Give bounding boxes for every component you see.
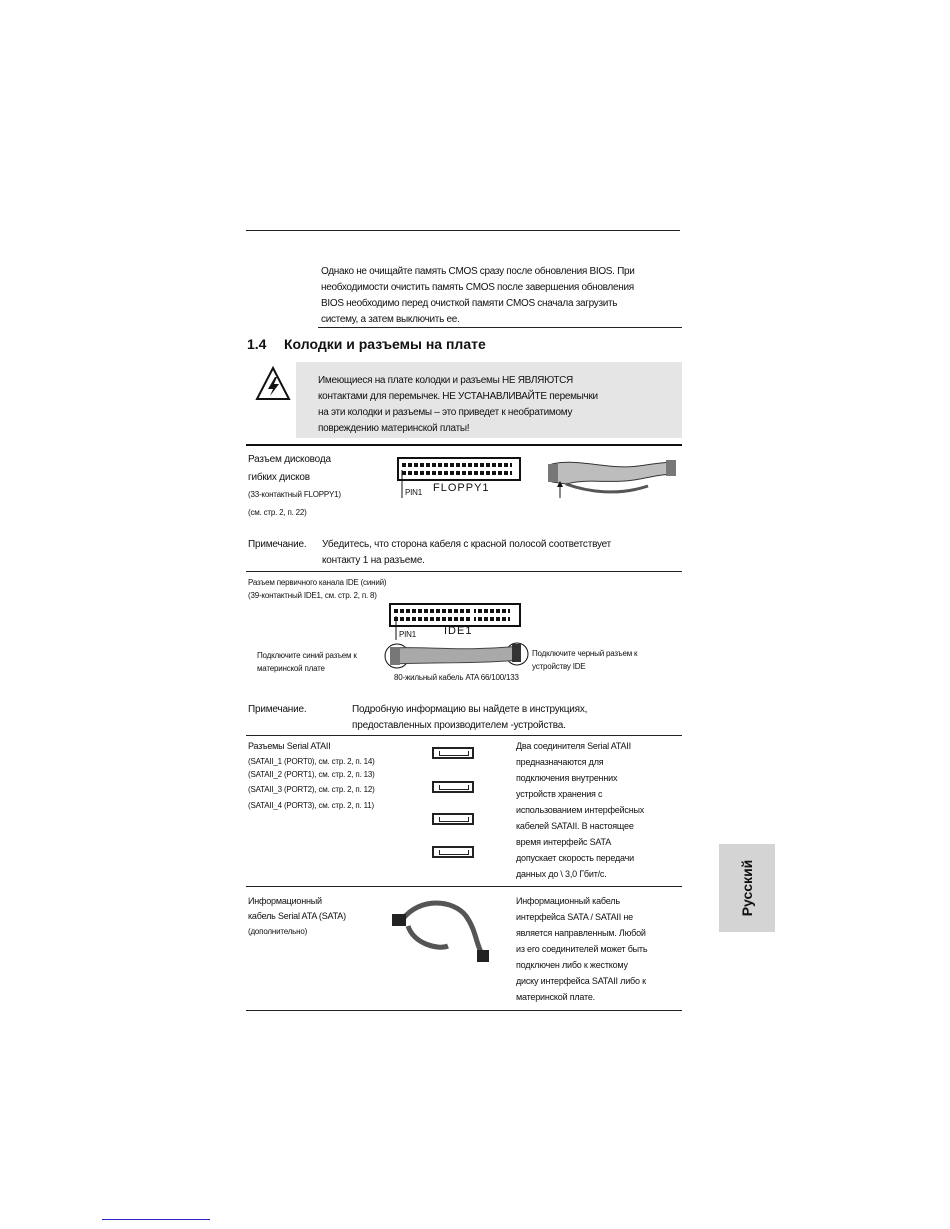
ide-title: Разъем первичного канала IDE (синий) <box>248 578 387 587</box>
sata-desc-line: время интерфейс SATA <box>516 837 611 847</box>
divider <box>318 327 682 328</box>
ide-note-label: Примечание. <box>248 704 307 715</box>
ide-note-line: Подробную информацию вы найдете в инструкциях, <box>352 704 588 715</box>
sata-cable-desc-line: подключен либо к жесткому <box>516 960 628 970</box>
sata-desc-line: использованием интерфейсных <box>516 805 645 815</box>
sata-port-ref: (SATAII_1 (PORT0), см. стр. 2, п. 14) <box>248 757 375 766</box>
warning-line: на эти колодки и разъемы – это приведет к необратимому <box>318 407 573 418</box>
floppy-note-label: Примечание. <box>248 539 307 550</box>
sata-cable-title: кабель Serial ATA (SATA) <box>248 911 346 921</box>
sata-port-ref: (SATAII_4 (PORT3), см. стр. 2, п. 11) <box>248 801 374 810</box>
divider <box>246 571 682 572</box>
bottom-rule <box>246 1010 682 1011</box>
intro-line: BIOS необходимо перед очисткой памяти CMOS сначала загрузить <box>321 298 618 309</box>
sata-cable-desc-line: интерфейса SATA / SATAII не <box>516 912 633 922</box>
divider <box>246 886 682 887</box>
sata-desc-line: подключения внутренних <box>516 773 618 783</box>
ide-pin-label: PIN1 <box>399 630 416 639</box>
language-side-tab <box>719 844 775 932</box>
sata-cable-detail: (дополнительно) <box>248 927 308 936</box>
floppy-connector-label: FLOPPY1 <box>433 482 490 494</box>
intro-line: систему, а затем выключить ее. <box>321 314 460 325</box>
sata-port-ref: (SATAII_3 (PORT2), см. стр. 2, п. 12) <box>248 785 375 794</box>
floppy-detail: (33-контактный FLOPPY1) <box>248 490 341 499</box>
divider <box>246 735 682 736</box>
sata-port-icon <box>432 781 474 793</box>
sata-desc-line: кабелей SATAII. В настоящее <box>516 821 634 831</box>
sata-desc-line: предназначаются для <box>516 757 604 767</box>
section-number: 1.4 <box>247 336 267 352</box>
sata-cable-desc-line: является направленным. Любой <box>516 928 646 938</box>
ide-left-callout: Подключите синий разъем к <box>257 651 357 660</box>
ide-right-callout: Подключите черный разъем к <box>532 649 638 658</box>
top-rule <box>246 230 680 231</box>
floppy-detail: (см. стр. 2, п. 22) <box>248 508 307 517</box>
floppy-note-line: Убедитесь, что сторона кабеля с красной полосой соответствует <box>322 539 612 550</box>
ide-left-callout: материнской плате <box>257 664 325 673</box>
floppy-title: гибких дисков <box>248 472 310 483</box>
sata-port-icon <box>432 747 474 759</box>
sata-cable-desc-line: диску интерфейса SATAII либо к <box>516 976 646 986</box>
sata-cable-title: Информационный <box>248 896 322 906</box>
ide-connector-label: IDE1 <box>444 625 473 637</box>
ide-right-callout: устройству IDE <box>532 662 586 671</box>
warning-line: Имеющиеся на плате колодки и разъемы НЕ ЯВЛЯЮТСЯ <box>318 375 573 386</box>
high-voltage-warning-icon <box>255 366 291 402</box>
intro-line: Однако не очищайте память CMOS сразу после обновления BIOS. При <box>321 266 635 277</box>
sata-desc-line: допускает скорость передачи <box>516 853 634 863</box>
ide-cable-image <box>384 640 530 674</box>
sata-port-ref: (SATAII_2 (PORT1), см. стр. 2, п. 13) <box>248 770 375 779</box>
floppy-cable-image <box>548 456 678 500</box>
sata-cable-desc-line: из его соединителей может быть <box>516 944 648 954</box>
sata-cable-desc-line: материнской плате. <box>516 992 595 1002</box>
sata-port-icon <box>432 813 474 825</box>
sata-cable-image <box>384 892 494 964</box>
ide-cable-caption: 80-жильный кабель ATA 66/100/133 <box>394 673 519 682</box>
thick-rule <box>246 444 682 446</box>
sata-port-icon <box>432 846 474 858</box>
floppy-note-line: контакту 1 на разъеме. <box>322 555 425 566</box>
footer-link-underline <box>102 1219 210 1220</box>
sata-cable-desc-line: Информационный кабель <box>516 896 620 906</box>
warning-line: контактами для перемычек. НЕ УСТАНАВЛИВАЙТЕ перемычки <box>318 391 598 402</box>
floppy-pin-label: PIN1 <box>405 488 422 497</box>
ide-detail: (39-контактный IDE1, см. стр. 2, п. 8) <box>248 591 377 600</box>
section-title: Колодки и разъемы на плате <box>284 336 486 352</box>
language-label: Русский <box>739 859 755 917</box>
floppy-title: Разъем дисковода <box>248 454 331 465</box>
sata-desc-line: устройств хранения с <box>516 789 603 799</box>
sata-desc-line: данных до \ 3,0 Гбит/с. <box>516 869 607 879</box>
sata-title: Разъемы Serial ATAII <box>248 741 331 751</box>
sata-desc-line: Два соединителя Serial ATAII <box>516 741 631 751</box>
ide-note-line: предоставленных производителем -устройства. <box>352 720 566 731</box>
intro-line: необходимости очистить память CMOS после завершения обновления <box>321 282 634 293</box>
warning-line: повреждению материнской платы! <box>318 423 470 434</box>
